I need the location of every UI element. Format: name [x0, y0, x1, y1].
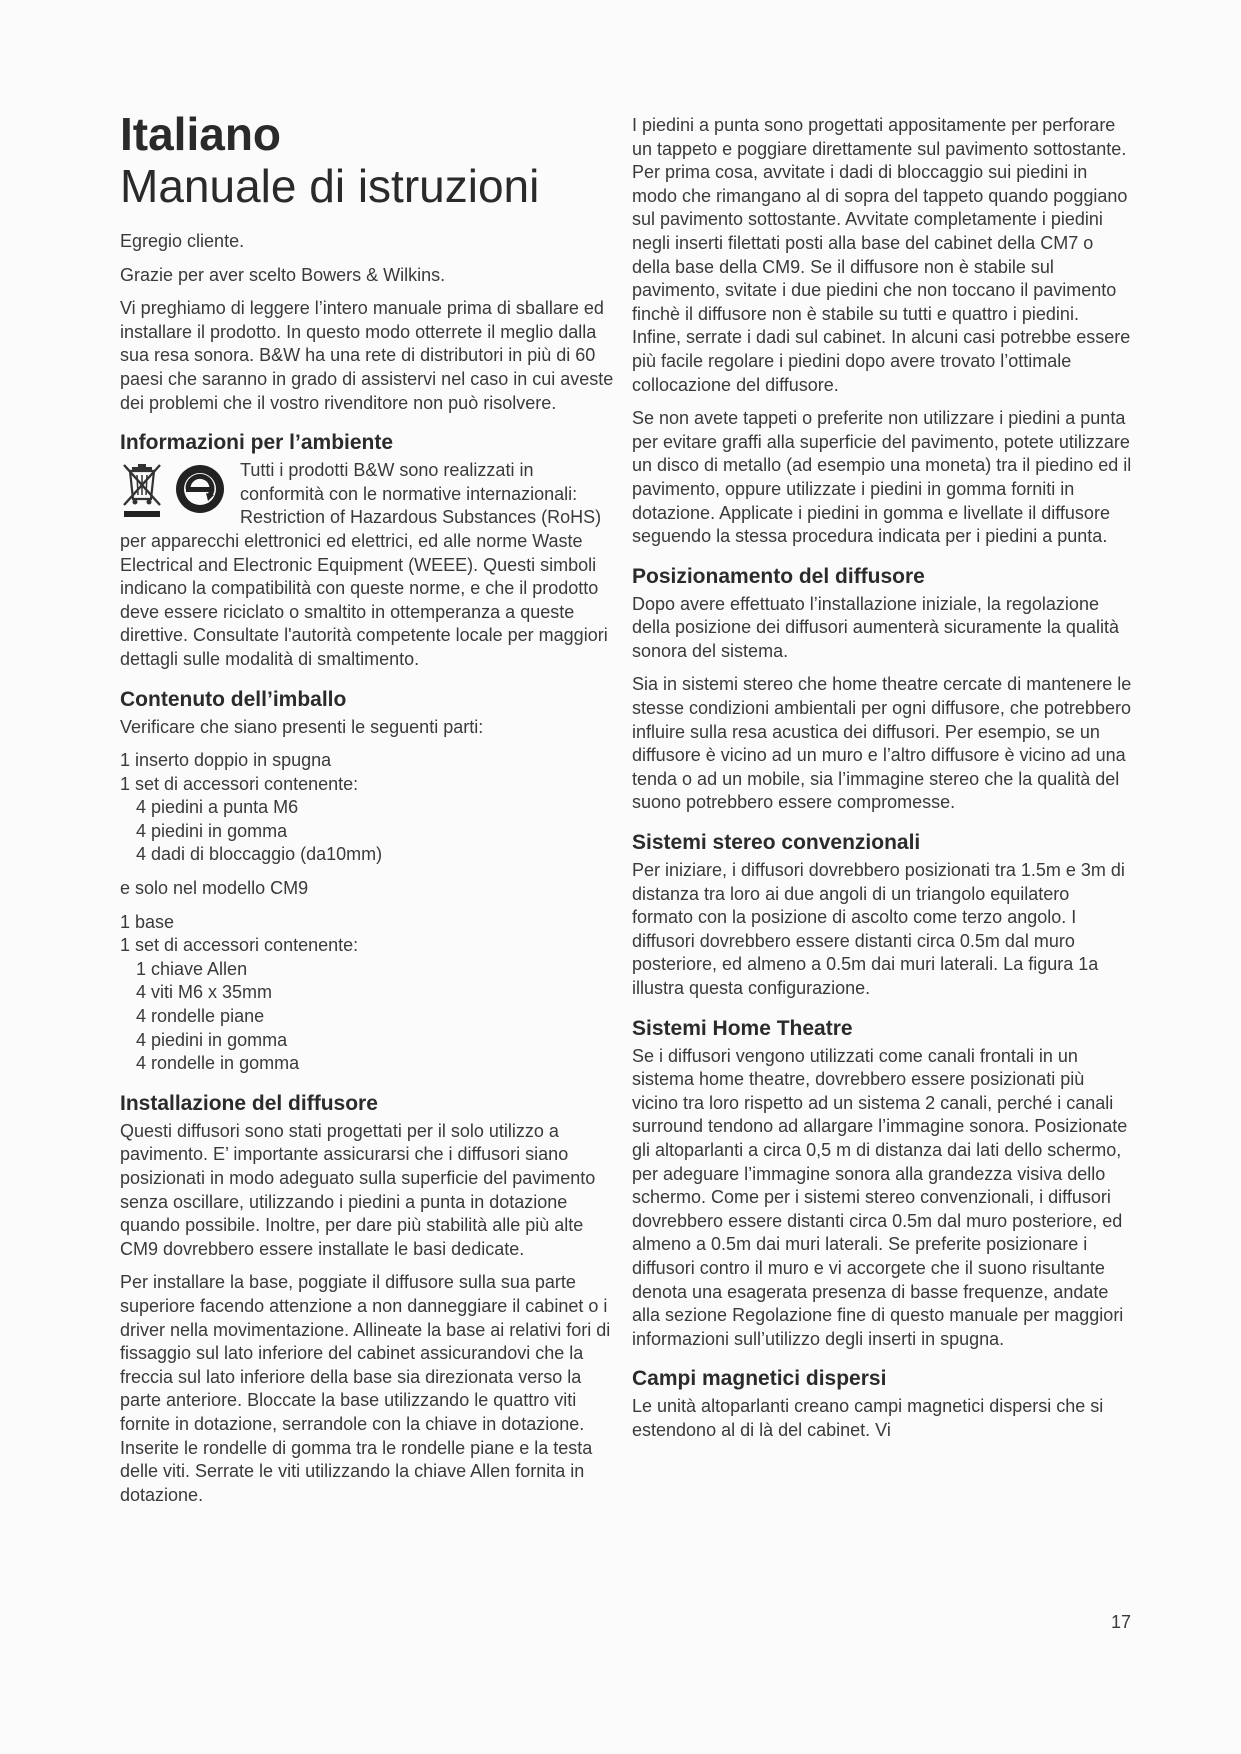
installation-paragraph: Per installare la base, poggiate il diffusore sulla sua parte superiore facendo attenzione a non danneggiare il cabinet o i driver nella movimentazione. Allineate la base ai relativi fori di fissaggio sul lato inferiore del cabinet assicurandovi che la freccia sul lato inferiore della base sia direzionata verso la parte anteriore. Bloccate la base utilizzando le quattro viti fornite in dotazione, serrandole con la chiave in dotazione. Inserite le rondelle di gomma tra le rondelle piane e la testa delle viti. Serrate le viti utilizzando la chiave Allen fornita in dotazione.: [120, 1272, 611, 1505]
right-column: [632, 114, 1132, 1453]
list-item: 1 set di accessori contenente:: [120, 773, 359, 794]
spikes-paragraph: I piedini a punta sono progettati appositamente per perforare un tappeto e poggiare direttamente sul pavimento sottostante. Per prima cosa, avvitate i dadi di bloccaggio sui piedini in modo che rimangano al di sopra del tappeto quando poggiano sul pavimento sottostante. Avvitate completamente i piedini negli inserti filettati posti alla base del cabinet della CM7 o della base della CM9. Se il diffusore non è stabile sul pavimento, svitate i due piedini che non toccano il pavimento finchè il diffusore non è stabile su tutti e quattro i piedini. Infine, serrate i dadi sul cabinet. In alcuni casi potrebbe essere più facile regolare i piedini dopo avere trovato l’ottimale collocazione del diffusore.: [632, 115, 1131, 395]
list-item: 1 base: [120, 911, 175, 932]
list-item: 4 piedini a punta M6: [136, 797, 299, 818]
cm9-label: e solo nel modello CM9: [120, 878, 309, 899]
environment-section: [120, 459, 620, 671]
home-theatre-heading: Sistemi Home Theatre: [632, 1016, 853, 1040]
positioning-paragraph: Dopo avere effettuato l’installazione iniziale, la regolazione della posizione dei diffusori aumenterà sicuramente la qualità sonora del sistema.: [632, 593, 1119, 661]
greeting: Egregio cliente.: [120, 231, 245, 251]
rohs-compliance-icon: [172, 461, 228, 517]
contents-heading: Contenuto dell’imballo: [120, 687, 347, 711]
page-subtitle: Manuale di istruzioni: [120, 160, 540, 212]
positioning-paragraph: Sia in sistemi stereo che home theatre cercate di mantenere le stesse condizioni ambientali per ogni diffusore, che potrebbero influire sulla resa acustica dei diffusori. Per esempio, se un diffusore è vicino ad un muro e l’altro diffusore è vicino ad una tenda o ad un mobile, sia l’immagine stereo che la qualità del suono potrebbero essere compromesse.: [632, 674, 1132, 813]
left-column: [120, 108, 620, 1517]
list-item: 1 inserto doppio in spugna: [120, 750, 332, 771]
installation-paragraph: Questi diffusori sono stati progettati per il solo utilizzo a pavimento. E’ importante assicurarsi che i diffusori siano posizionati in modo adeguato sulla superficie del pavimento senza oscillare, utilizzando i piedini a punta in dotazione quando possibile. Inoltre, per dare più stabilità alle più alte CM9 dovrebbero essere installate le basi dedicate.: [120, 1120, 596, 1259]
list-item: 4 viti M6 x 35mm: [136, 982, 273, 1003]
positioning-heading: Posizionamento del diffusore: [632, 564, 925, 588]
magnetic-heading: Campi magnetici dispersi: [632, 1367, 887, 1391]
list-item: 4 piedini in gomma: [136, 820, 288, 841]
environment-heading: Informazioni per l’ambiente: [120, 431, 394, 455]
list-item: 4 piedini in gomma: [136, 1029, 288, 1050]
cm9-contents-list: [120, 911, 620, 1076]
weee-crossed-bin-icon: [120, 461, 164, 519]
list-item: 1 chiave Allen: [136, 958, 248, 979]
list-item: 4 rondelle in gomma: [136, 1053, 300, 1074]
list-item: 4 dadi di bloccaggio (da10mm): [136, 844, 383, 865]
magnetic-paragraph: Le unità altoparlanti creano campi magnetici dispersi che si estendono al di là del cabinet. Vi: [632, 1396, 1104, 1440]
thanks-line: Grazie per aver scelto Bowers & Wilkins.: [120, 264, 446, 285]
intro-paragraph: Vi preghiamo di leggere l’intero manuale prima di sballare ed installare il prodotto. In questo modo otterrete il meglio dalla sua resa sonora. B&W ha una rete di distributori in più di 60 paesi che saranno in grado di assistervi nel caso in cui aveste dei problemi che il vostro rivenditore non può risolvere.: [120, 298, 614, 413]
list-item: 1 set di accessori contenente:: [120, 935, 359, 956]
stereo-paragraph: Per iniziare, i diffusori dovrebbero posizionati tra 1.5m e 3m di distanza tra loro ai due angoli di un triangolo equilatero formato con la posizione di ascolto come terzo angolo. I diffusori dovrebbero essere distanti circa 0.5m dal muro posteriore, ed almeno a 0.5m dai muri laterali. La figura 1a illustra questa configurazione.: [632, 860, 1125, 998]
rubber-feet-paragraph: Se non avete tappeti o preferite non utilizzare i piedini a punta per evitare graffi alla superficie del pavimento, potete utilizzare un disco di metallo (ad esempio una moneta) tra il piedino ed il pavimento, oppure utilizzate i piedini in gomma forniti in dotazione. Applicate i piedini in gomma e livellate il diffusore seguendo la stessa procedura indicata per i piedini a punta.: [632, 408, 1132, 547]
contents-intro: Verificare che siano presenti le seguenti parti:: [120, 716, 484, 737]
page-number: 17: [1110, 1612, 1131, 1632]
installation-heading: Installazione del diffusore: [120, 1091, 378, 1115]
list-item: 4 rondelle piane: [136, 1006, 265, 1027]
home-theatre-paragraph: Se i diffusori vengono utilizzati come canali frontali in un sistema home theatre, dovrebbero essere posizionati più vicino tra loro rispetto ad un sistema 2 canali, perché i canali surround tendono ad allargare l’immagine sonora. Posizionate gli altoparlanti a circa 0,5 m di distanza dai lati dello schermo, per adeguare l’immagine sonora alla grandezza visiva dello schermo. Come per i sistemi stereo convenzionali, i diffusori dovrebbero essere distanti circa 0.5m dal muro posteriore, ed almeno a 0.5m dai muri laterali. Se preferite posizionare i diffusori contro il muro e vi accorgete che il suono risultante denota una esagerata presenza di basse frequenze, andate alla sezione Regolazione fine di questo manuale per maggiori informazioni sull’utilizzo degli inserti in spugna.: [632, 1045, 1128, 1349]
page-title: Italiano: [120, 108, 282, 160]
contents-list: [120, 749, 620, 867]
environment-text: Tutti i prodotti B&W sono realizzati in conformità con le normative internazionali: Restriction of Hazardous Substances (RoHS) per apparecchi elettronici ed elettrici, ed alle norme Waste Electrical and Electronic Equipment (WEEE). Questi simboli indicano la compatibilità con queste norme, e che il prodotto deve essere riciclato o smaltito in ottemperanza a queste direttive. Consultate l'autorità competente locale per maggiori dettagli sulle modalità di smaltimento.: [120, 460, 608, 669]
stereo-heading: Sistemi stereo convenzionali: [632, 831, 921, 855]
compliance-icons: [120, 461, 230, 523]
